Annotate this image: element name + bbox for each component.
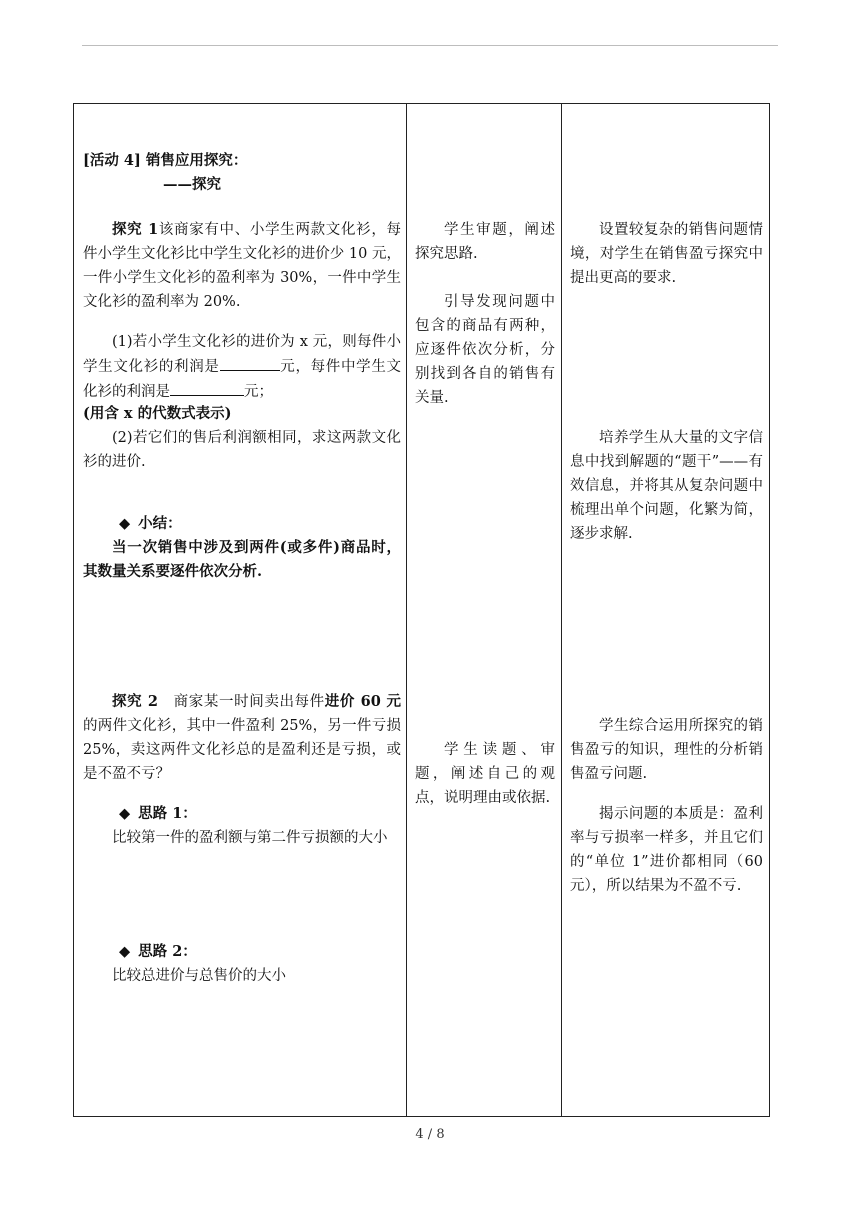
- answer-blank: [220, 354, 280, 371]
- diamond-bullet-icon: ◆: [119, 515, 131, 532]
- explore-2-text: [83, 690, 401, 786]
- idea-2-heading: [83, 940, 401, 964]
- column-divider: [561, 104, 562, 1116]
- design-intent-3: 学生综合运用所探究的销售盈亏的知识，理性的分析销售盈亏问题.: [570, 718, 763, 782]
- question-2: (2)若它们的售后利润额相同，求这两款文化衫的进价.: [83, 430, 401, 470]
- diamond-bullet-icon: ◆: [119, 805, 131, 822]
- explore-1-para: 该商家有中、小学生两款文化衫，每件小学生文化衫比中学生文化衫的进价少 10 元，一件小学生文化衫的盈利率为 30%，一件中学生文化衫的盈利率为 20%.: [83, 222, 401, 310]
- student-activity-2: 引导发现问题中包含的商品有两种，应逐件依次分析，分别找到各自的销售有关量.: [415, 294, 555, 406]
- explore-2-lead: 探究 2: [112, 693, 158, 710]
- student-activity-1: 学生审题，阐述探究思路.: [415, 222, 555, 262]
- explore-2-text-a: 商家某一时间卖出每件: [173, 694, 325, 710]
- idea-1-heading: [83, 802, 401, 826]
- question-1-part3: 元；: [244, 384, 273, 400]
- explore-1-text: [83, 218, 401, 314]
- design-intent-4: 揭示问题的本质是：盈利率与亏损率一样多，并且它们的“单位 1”进价都相同（60 元），所以结果为不盈不亏.: [570, 806, 763, 894]
- design-intent-1: 设置较复杂的销售问题情境，对学生在销售盈亏探究中提出更高的要求.: [570, 222, 763, 286]
- activity-subheading: ——探究: [163, 176, 221, 193]
- page-number: 4 / 8: [415, 1127, 445, 1142]
- lesson-table: [73, 103, 770, 1117]
- column-divider: [406, 104, 407, 1116]
- activity-heading: [活动 4] 销售应用探究：: [83, 152, 248, 169]
- summary-heading: [83, 512, 401, 536]
- idea-2-title: 思路 2：: [138, 943, 197, 960]
- question-1-part1: (1)若小学生文化衫的进价为 x 元，则每件小学生文化衫的利润是: [83, 334, 401, 375]
- question-1-note: (用含 x 的代数式表示): [83, 405, 232, 422]
- diamond-bullet-icon: ◆: [119, 943, 131, 960]
- answer-blank: [170, 379, 244, 396]
- summary-title: 小结：: [138, 515, 182, 532]
- student-activity-3: 学生读题、审题，阐述自己的观点，说明理由或依据.: [415, 742, 555, 806]
- idea-1-title: 思路 1：: [138, 805, 197, 822]
- question-1-part2: 元，每件中学生文化衫的利润是: [83, 359, 402, 400]
- question-1: [83, 330, 401, 404]
- explore-1-lead: 探究 1: [112, 221, 159, 238]
- explore-2-text-b: 的两件文化衫，其中一件盈利 25%，另一件亏损 25%，卖这两件文化衫总的是盈利还是亏损，或是不盈不亏？: [83, 718, 401, 782]
- idea-1-text: 比较第一件的盈利额与第二件亏损额的大小: [112, 830, 388, 846]
- summary-text: 当一次销售中涉及到两件(或多件)商品时，其数量关系要逐件依次分析.: [83, 539, 401, 580]
- design-intent-2: 培养学生从大量的文字信息中找到解题的“题干”——有效信息，并将其从复杂问题中梳理出单个问题，化繁为简，逐步求解.: [570, 430, 763, 542]
- header-rule: [82, 45, 778, 46]
- idea-2-text: 比较总进价与总售价的大小: [112, 968, 286, 984]
- explore-2-price: 进价 60 元: [324, 693, 402, 710]
